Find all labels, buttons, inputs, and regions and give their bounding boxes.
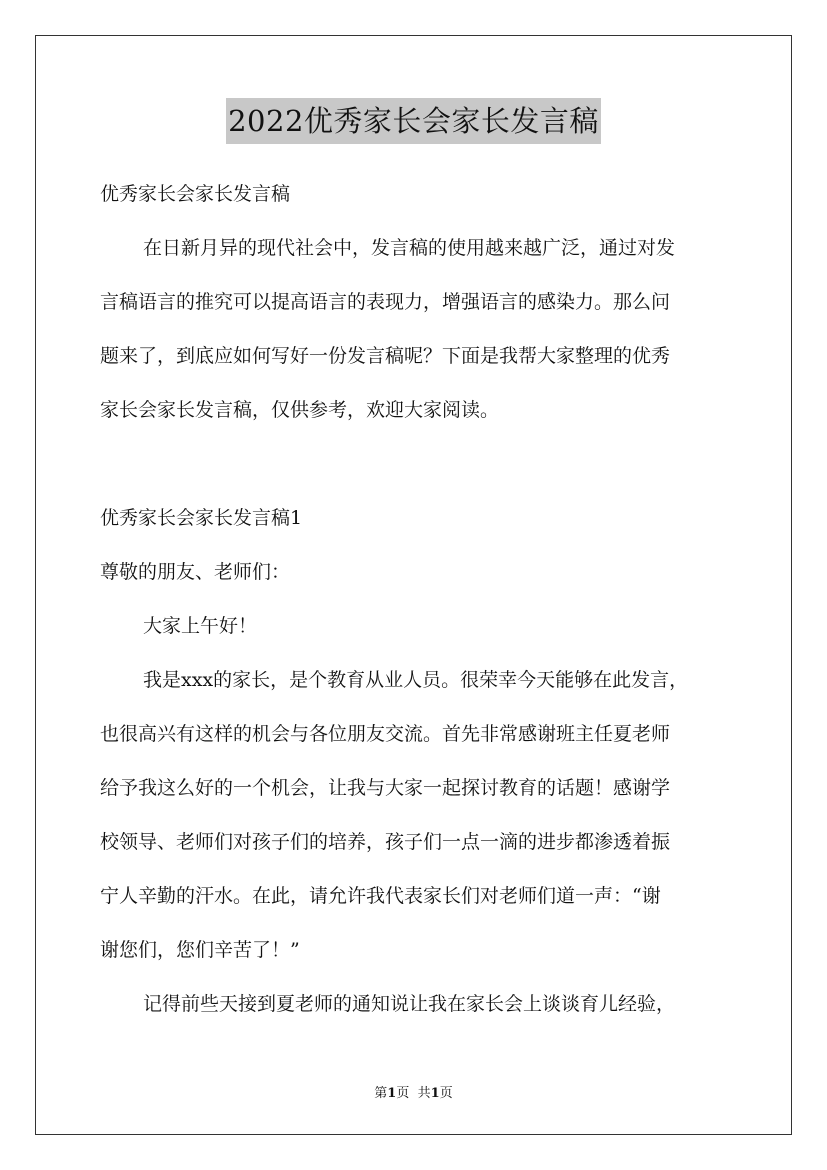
total-pages: 1 — [430, 1086, 440, 1101]
paragraph-line: 在日新月异的现代社会中，发言稿的使用越来越广泛，通过对发 — [143, 237, 676, 259]
section-heading: 优秀家长会家长发言稿1 — [100, 507, 303, 529]
salutation: 尊敬的朋友、老师们： — [100, 561, 291, 583]
greeting: 大家上午好！ — [143, 615, 258, 637]
paragraph-line: 言稿语言的推究可以提高语言的表现力，增强语言的感染力。那么问 — [100, 291, 671, 313]
document-title: 2022优秀家长会家长发言稿 — [226, 98, 601, 144]
paragraph-line: 家长会家长发言稿，仅供参考，欢迎大家阅读。 — [100, 399, 500, 421]
page-footer — [0, 1082, 827, 1101]
paragraph-line: 我是xxx的家长，是个教育从业人员。很荣幸今天能够在此发言， — [143, 669, 689, 691]
page-label-prefix: 第 — [374, 1086, 388, 1101]
total-suffix: 页 — [439, 1086, 453, 1101]
total-prefix: 共 — [417, 1086, 431, 1101]
section-heading: 优秀家长会家长发言稿 — [100, 183, 291, 205]
title-block — [0, 98, 827, 144]
page-number: 1 — [387, 1086, 397, 1101]
paragraph-line: 给予我这么好的一个机会，让我与大家一起探讨教育的话题！感谢学 — [100, 777, 671, 799]
paragraph-line: 记得前些天接到夏老师的通知说让我在家长会上谈谈育儿经验， — [143, 993, 676, 1015]
page-label-suffix: 页 — [396, 1086, 410, 1101]
paragraph-line: 宁人辛勤的汗水。在此，请允许我代表家长们对老师们道一声：“谢 — [100, 885, 661, 907]
paragraph-line: 也很高兴有这样的机会与各位朋友交流。首先非常感谢班主任夏老师 — [100, 723, 671, 745]
paragraph-line: 校领导、老师们对孩子们的培养，孩子们一点一滴的进步都渗透着振 — [100, 831, 671, 853]
paragraph-line: 谢您们，您们辛苦了！” — [100, 939, 300, 961]
paragraph-line: 题来了，到底应如何写好一份发言稿呢？下面是我帮大家整理的优秀 — [100, 345, 671, 367]
